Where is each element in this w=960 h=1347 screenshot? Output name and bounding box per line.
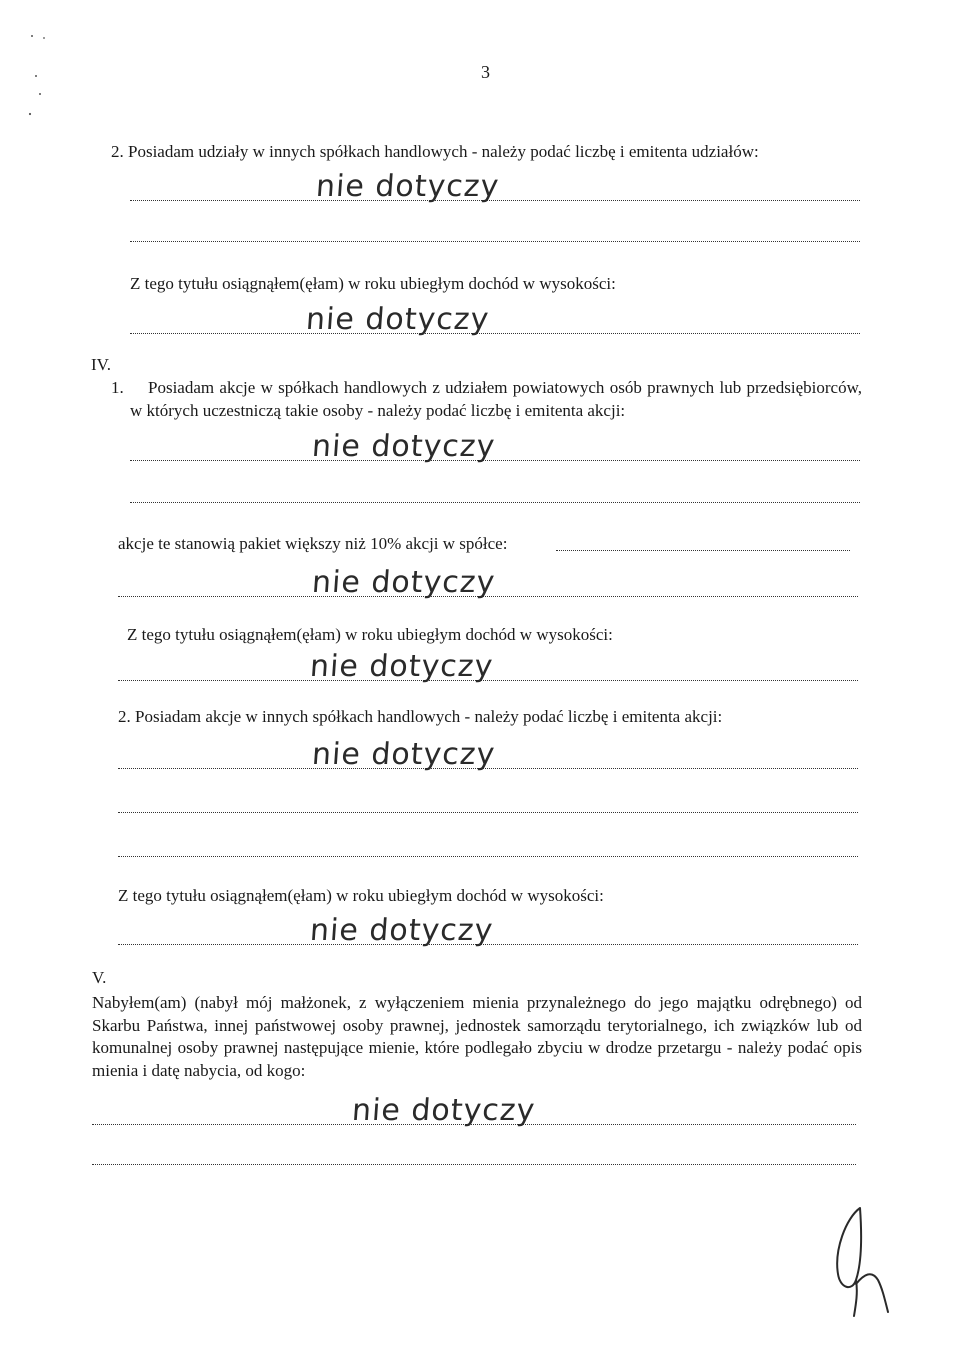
section-iv-heading: IV. (91, 355, 111, 374)
handwritten-answer: nie dotyczy (314, 169, 501, 204)
section-v-text: Nabyłem(am) (nabył mój małżonek, z wyłączeniem mienia przynależnego do jego majątku odrębnego) od Skarbu Państwa, innej państwowej osoby prawnej, jednostek samorządu terytorialnego, ich związków lub od komunalnej osoby prawnej następujące mienie, które podlegało zbyciu w drodze przetargu - należy podać opis mienia i datę nabycia, od kogo: (92, 993, 862, 1080)
stocks-item-1-text: Posiadam akcje w spółkach handlowych z udziałem powiatowych osób prawnych lub przedsiębiorców, w których uczestniczą takie osoby - należy podać liczbę i emitenta akcji: (130, 378, 862, 420)
stocks-share-label: akcje te stanowią pakiet większy niż 10% akcji w spółce: (118, 534, 508, 553)
answer-line (130, 333, 860, 334)
shares-item-2-label: 2. Posiadam udziały w innych spółkach handlowych - należy podać liczbę i emitenta udziałów: (111, 142, 759, 161)
answer-line (118, 856, 858, 857)
shares-income-label: Z tego tytułu osiągnąłem(ęłam) w roku ubiegłym dochód w wysokości: (130, 274, 616, 293)
answer-line (118, 812, 858, 813)
handwritten-answer: nie dotyczy (304, 302, 491, 337)
stocks-income-2-label: Z tego tytułu osiągnąłem(ęłam) w roku ubiegłym dochód w wysokości: (118, 886, 604, 905)
stocks-income-1-label: Z tego tytułu osiągnąłem(ęłam) w roku ubiegłym dochód w wysokości: (127, 625, 613, 644)
answer-line (556, 550, 850, 551)
handwritten-answer: nie dotyczy (308, 649, 495, 684)
answer-line (130, 241, 860, 242)
handwritten-answer: nie dotyczy (310, 737, 497, 772)
handwritten-answer: nie dotyczy (310, 429, 497, 464)
page-number: 3 (481, 62, 490, 82)
answer-line (130, 502, 860, 503)
section-v-heading: V. (92, 968, 107, 987)
stocks-item-1-number: 1. (111, 378, 124, 397)
scan-specks (22, 32, 62, 122)
handwritten-signature (826, 1200, 896, 1320)
answer-line (92, 1164, 856, 1165)
answer-line (130, 460, 860, 461)
stocks-item-2-label: 2. Posiadam akcje w innych spółkach handlowych - należy podać liczbę i emitenta akcji: (118, 707, 723, 726)
handwritten-answer: nie dotyczy (350, 1093, 537, 1128)
handwritten-answer: nie dotyczy (308, 913, 495, 948)
handwritten-answer: nie dotyczy (310, 565, 497, 600)
